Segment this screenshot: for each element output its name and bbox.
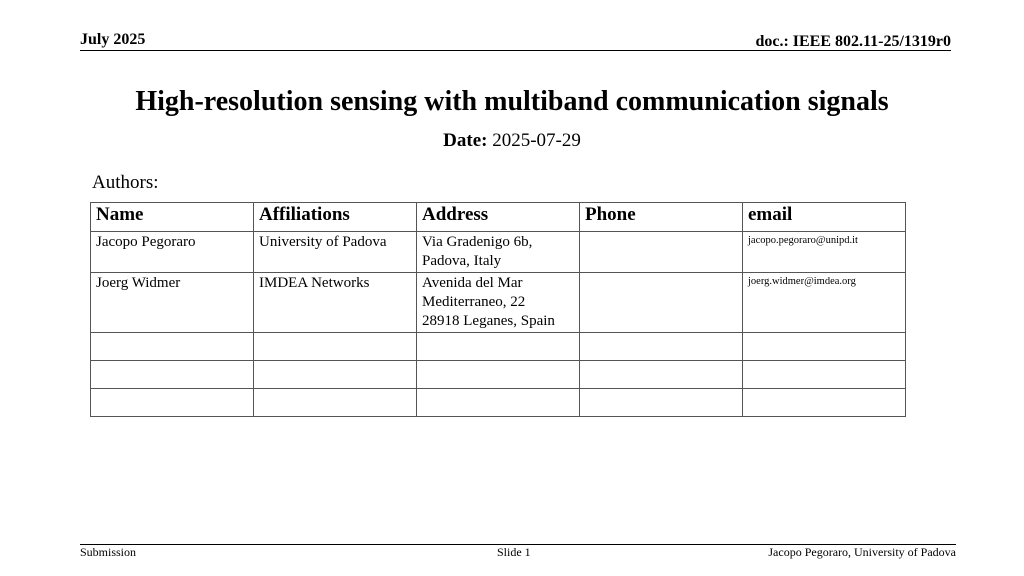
address-line: Avenida del Mar — [422, 275, 523, 291]
empty-cell — [417, 333, 580, 361]
col-header-affiliations: Affiliations — [254, 203, 417, 232]
empty-table-row — [91, 389, 906, 417]
author-email: joerg.widmer@imdea.org — [743, 273, 906, 333]
empty-cell — [743, 389, 906, 417]
author-phone — [580, 273, 743, 333]
empty-cell — [743, 333, 906, 361]
authors-table — [90, 202, 906, 417]
empty-cell — [254, 333, 417, 361]
empty-cell — [417, 361, 580, 389]
empty-cell — [580, 389, 743, 417]
table-header-row — [91, 203, 906, 232]
footer-author: Jacopo Pegoraro, University of Padova — [768, 545, 956, 559]
slide-title: High-resolution sensing with multiband communication signals — [135, 86, 889, 117]
header-doc-id: doc.: IEEE 802.11-25/1319r0 — [755, 33, 951, 50]
authors-label: Authors: — [92, 172, 159, 193]
table-row — [91, 273, 906, 333]
footer-submission: Submission — [80, 545, 137, 559]
address-line: Via Gradenigo 6b, — [422, 234, 533, 250]
empty-cell — [417, 389, 580, 417]
col-header-phone: Phone — [580, 203, 743, 232]
col-header-address: Address — [417, 203, 580, 232]
empty-cell — [91, 333, 254, 361]
author-phone — [580, 232, 743, 273]
address-line: Padova, Italy — [422, 253, 502, 269]
author-address — [417, 232, 580, 273]
empty-cell — [91, 361, 254, 389]
slide-date — [0, 130, 1024, 152]
empty-cell — [254, 389, 417, 417]
footer-slide-number: Slide 1 — [497, 545, 531, 559]
empty-cell — [254, 361, 417, 389]
empty-table-row — [91, 361, 906, 389]
empty-cell — [580, 361, 743, 389]
author-name: Jacopo Pegoraro — [91, 232, 254, 273]
header-date: July 2025 — [80, 31, 146, 48]
empty-cell — [91, 389, 254, 417]
address-line: 28918 Leganes, Spain — [422, 313, 555, 329]
date-label: Date: — [443, 130, 488, 151]
author-affiliation: IMDEA Networks — [254, 273, 417, 333]
col-header-email: email — [743, 203, 906, 232]
author-affiliation: University of Padova — [254, 232, 417, 273]
date-value: 2025-07-29 — [492, 130, 581, 151]
author-name: Joerg Widmer — [91, 273, 254, 333]
author-email: jacopo.pegoraro@unipd.it — [743, 232, 906, 273]
address-line: Mediterraneo, 22 — [422, 294, 526, 310]
empty-cell — [580, 333, 743, 361]
author-address — [417, 273, 580, 333]
col-header-name: Name — [91, 203, 254, 232]
empty-cell — [743, 361, 906, 389]
empty-table-row — [91, 333, 906, 361]
table-row — [91, 232, 906, 273]
header-divider — [80, 50, 951, 51]
